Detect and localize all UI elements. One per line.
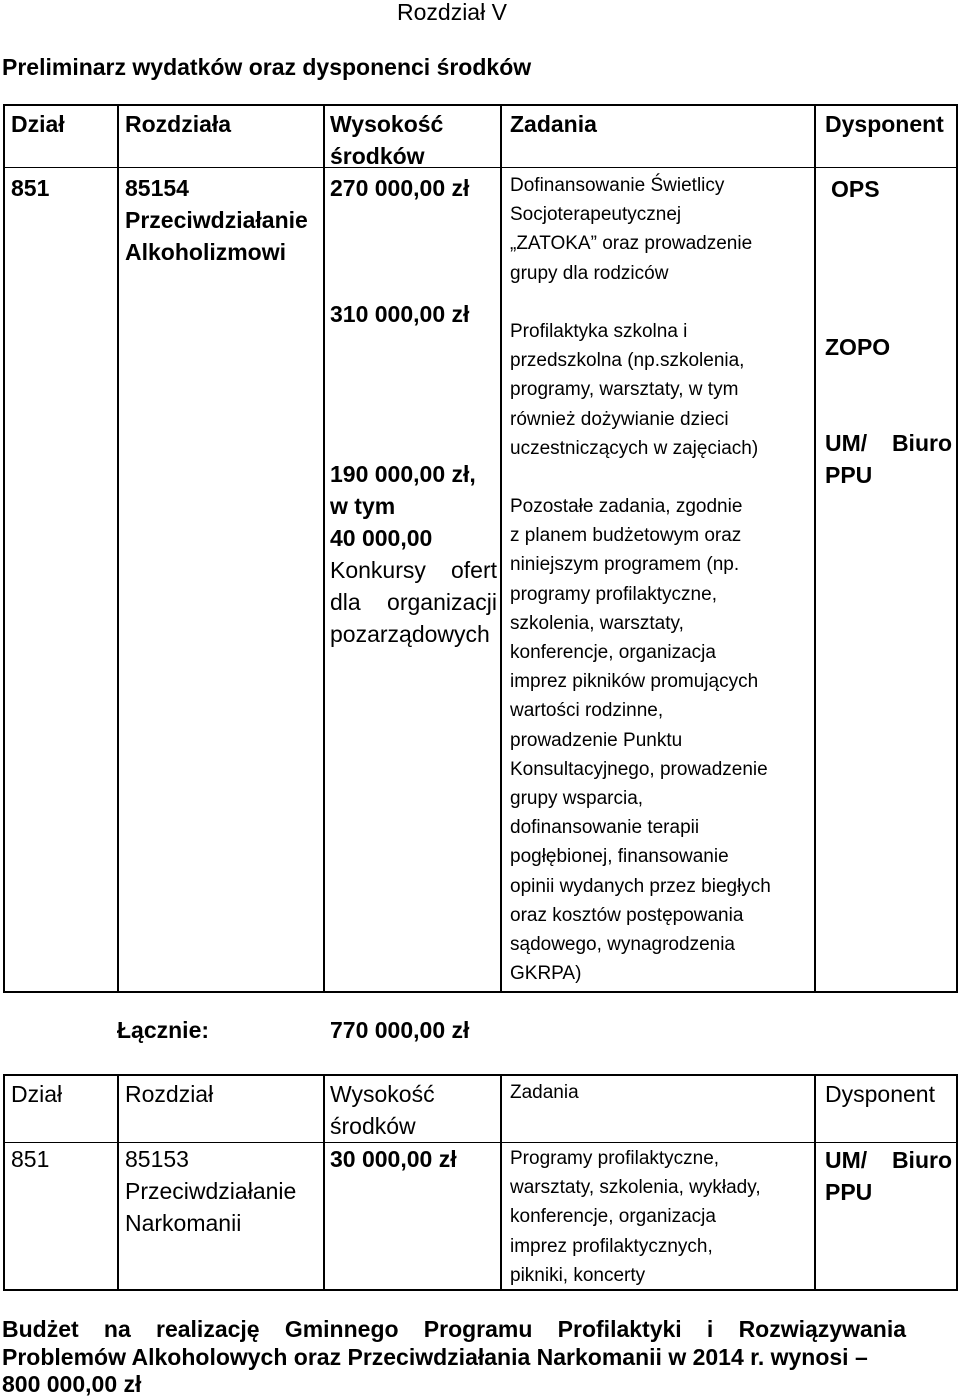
row-dzial: 851	[11, 175, 50, 201]
table-border-right	[956, 104, 958, 993]
row-rozdzial-code: 85153	[125, 1146, 189, 1172]
amount-note: w tym	[330, 493, 396, 519]
task-description: Pozostałe zadania, zgodnie z planem budżetowym oraz niniejszym programem (np. programy profilaktyczne, szkolenia, warsztaty, konferencje, organizacja imprez pikników promujących wartości rodzinne, prowadzenie Punktu Konsultacyjnego, prowadzenie grupy wsparcia, dofinansowanie terapii pogłębionej, finansowanie opinii wydanych przez biegłych oraz kosztów postępowania sądowego, wynagrodzenia GKRPA)	[510, 496, 771, 985]
header-dzial: Dział	[11, 1081, 63, 1107]
total-label: Łącznie:	[117, 1017, 210, 1043]
total-value: 770 000,00 zł	[330, 1017, 470, 1043]
row-rozdzial-name: Alkoholizmowi	[125, 239, 286, 265]
dysponent-zopo: ZOPO	[825, 334, 891, 360]
column-divider	[500, 104, 502, 993]
dysponent-um-biuro: UM/ Biuro	[825, 430, 952, 456]
column-divider	[117, 1074, 119, 1291]
table-border-left	[3, 1074, 5, 1291]
header-dzial: Dział	[11, 111, 65, 137]
grants-note: Konkursy ofert dla organizacji pozarządowych	[330, 557, 497, 647]
row-dzial: 851	[11, 1146, 50, 1172]
amount-190000: 190 000,00 zł,	[330, 461, 476, 487]
header-zadania: Zadania	[510, 1082, 579, 1103]
header-zadania: Zadania	[510, 111, 597, 137]
dysponent-ppu: PPU	[825, 1179, 873, 1205]
header-srodkow: środków	[330, 143, 425, 169]
header-dysponent: Dysponent	[825, 111, 944, 137]
budget-total: 800 000,00 zł	[2, 1371, 142, 1397]
amount-40000: 40 000,00	[330, 525, 433, 551]
row-rozdzial-name: Przeciwdziałanie	[125, 1178, 297, 1204]
header-rozdzial: Rozdział	[125, 1081, 214, 1107]
column-divider	[814, 1074, 816, 1291]
column-divider	[814, 104, 816, 993]
header-wysokosc: Wysokość	[330, 1081, 435, 1107]
amount-30000: 30 000,00 zł	[330, 1146, 457, 1172]
task-description: Profilaktyka szkolna i przedszkolna (np.szkolenia, programy, warsztaty, w tym również dożywianie dzieci uczestniczących w zajęciach)	[510, 321, 759, 459]
dysponent-ppu: PPU	[825, 462, 873, 488]
row-rozdzial-code: 85154	[125, 175, 189, 201]
row-rozdzial-name: Przeciwdziałanie	[125, 207, 308, 233]
amount-310000: 310 000,00 zł	[330, 301, 470, 327]
task-description: Dofinansowanie Świetlicy Socjoterapeutycznej „ZATOKA” oraz prowadzenie grupy dla rodziców	[510, 175, 753, 284]
chapter-title: Rozdział V	[397, 0, 507, 25]
table-border-left	[3, 104, 5, 993]
header-wysokosc: Wysokość	[330, 111, 444, 137]
dysponent-um-biuro: UM/ Biuro	[825, 1147, 952, 1173]
column-divider	[323, 104, 325, 993]
task-description: Programy profilaktyczne, warsztaty, szkolenia, wykłady, konferencje, organizacja imprez profilaktycznych, pikniki, koncerty	[510, 1148, 761, 1286]
column-divider	[323, 1074, 325, 1291]
budget-note-line: Problemów Alkoholowych oraz Przeciwdziałania Narkomanii w 2014 r. wynosi –	[2, 1344, 868, 1370]
amount-270000: 270 000,00 zł	[330, 175, 470, 201]
table-border-right	[956, 1074, 958, 1291]
column-divider	[117, 104, 119, 993]
budget-note-line: Budżet na realizację Gminnego Programu Profilaktyki i Rozwiązywania	[2, 1316, 906, 1342]
dysponent-ops: OPS	[831, 176, 880, 202]
header-dysponent: Dysponent	[825, 1081, 935, 1107]
header-srodkow: środków	[330, 1113, 416, 1139]
section-title: Preliminarz wydatków oraz dysponenci środków	[2, 54, 532, 80]
header-rozdzial: Rozdziała	[125, 111, 232, 137]
row-rozdzial-name: Narkomanii	[125, 1210, 242, 1236]
column-divider	[500, 1074, 502, 1291]
